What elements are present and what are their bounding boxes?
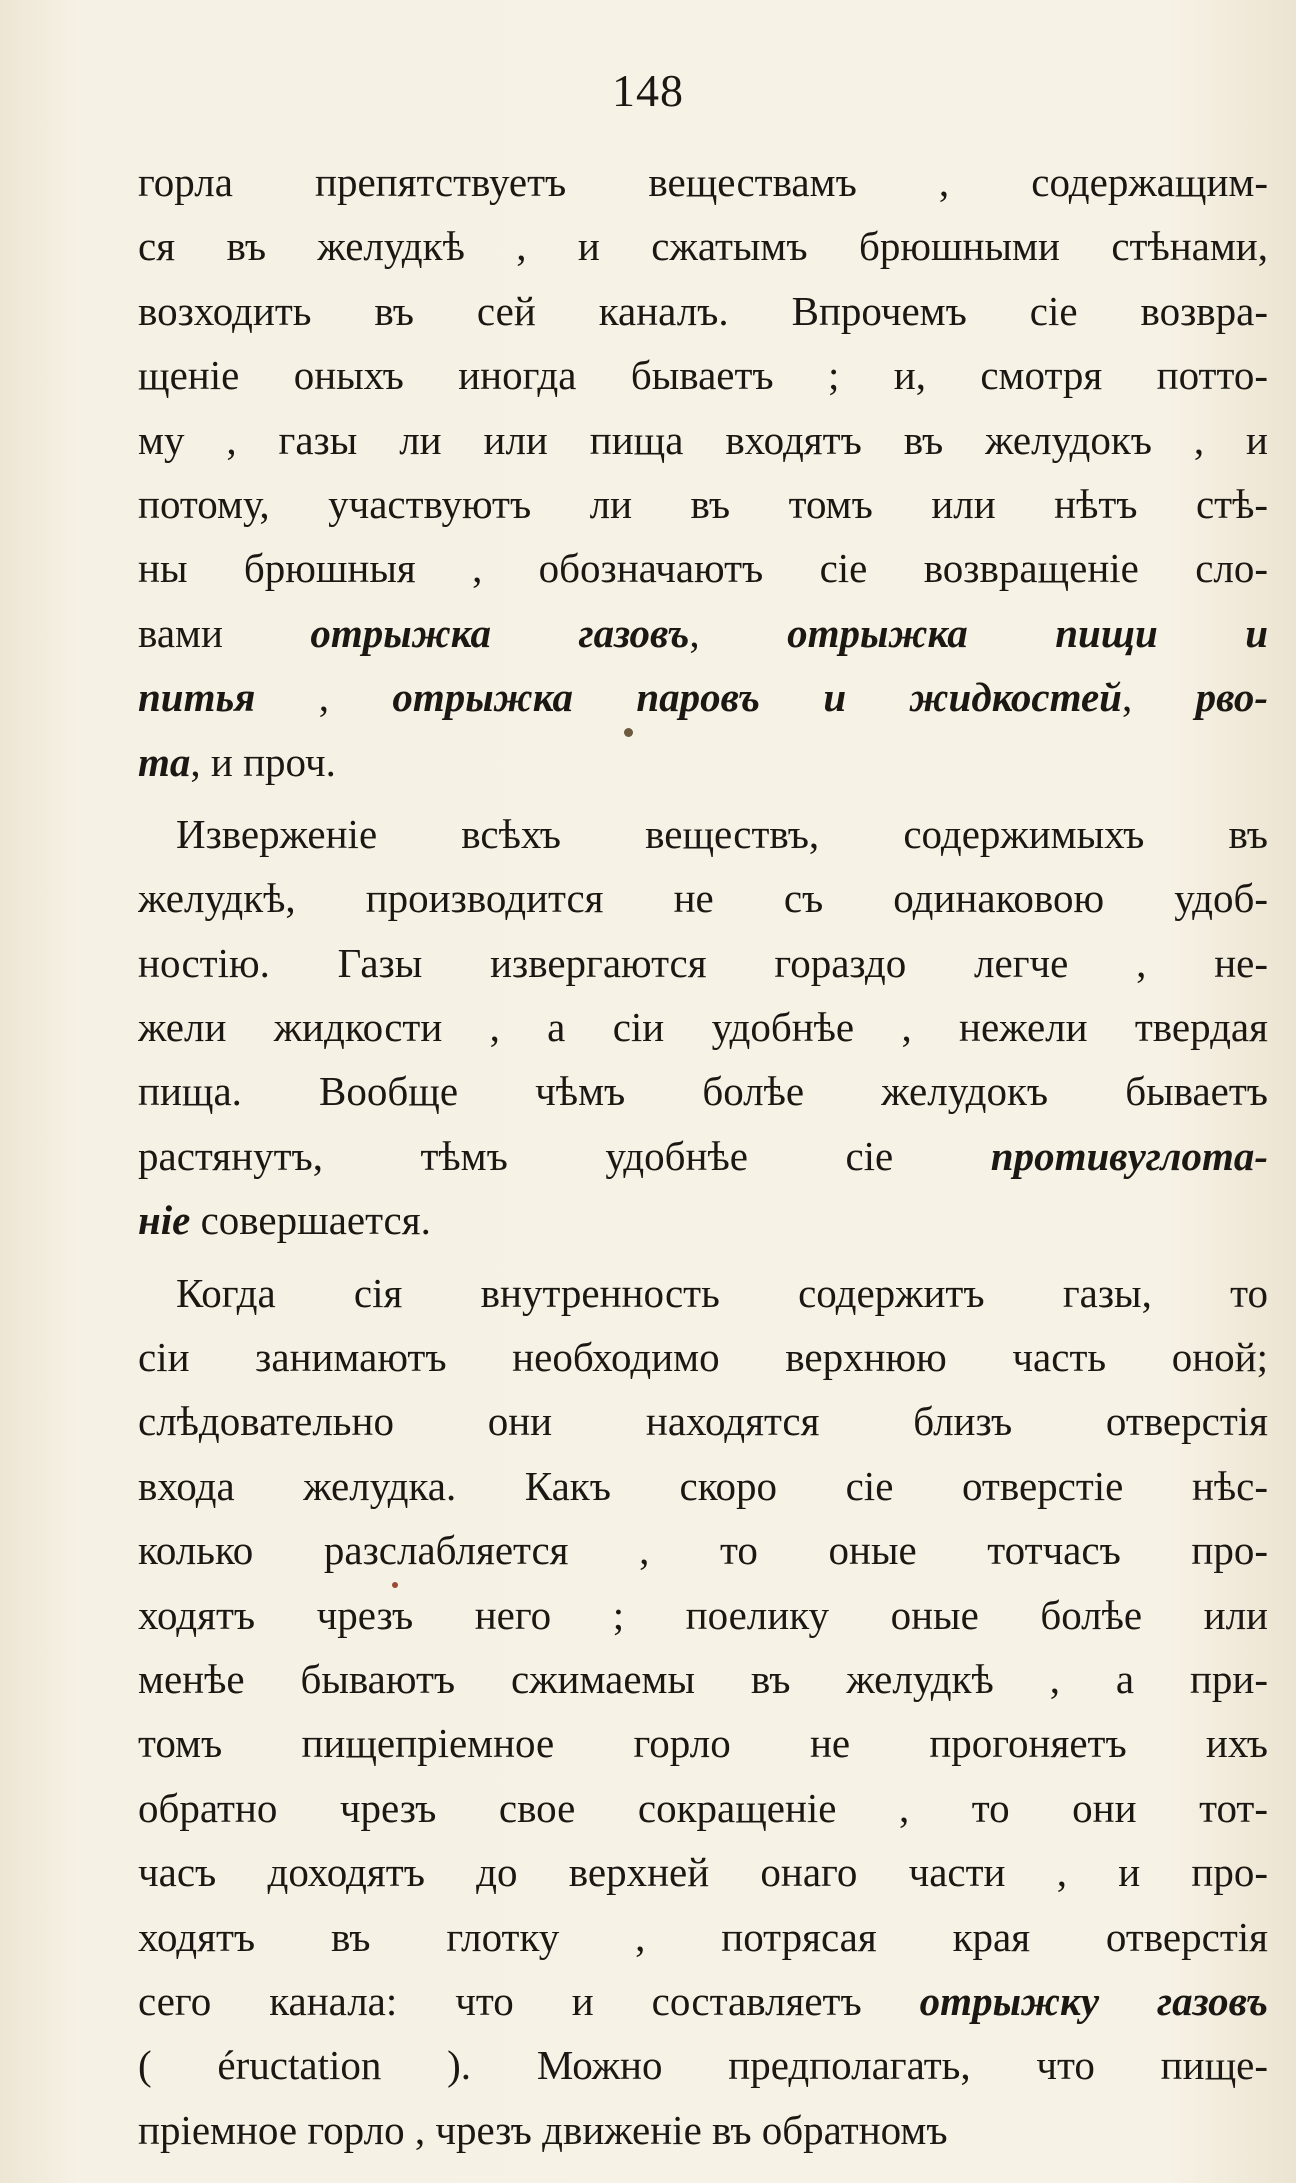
text-run: часъ доходятъ до верхней онаго части , и про- <box>138 1849 1268 1896</box>
text-line <box>138 1389 1268 1453</box>
paragraph <box>138 150 1268 794</box>
text-line <box>138 730 1268 794</box>
text-line <box>138 1188 1268 1252</box>
ink-speck <box>392 1582 398 1588</box>
italic-term: рво- <box>1195 674 1268 721</box>
italic-term: отрыжка паровъ и жидкостей <box>392 674 1122 721</box>
italic-term: отрыжка пищи и <box>787 609 1268 656</box>
text-run: ( éructation ). Можно предполагать, что пище- <box>138 2042 1268 2089</box>
text-run: ходятъ въ глотку , потрясая края отверстія <box>138 1913 1268 1960</box>
text-line <box>138 866 1268 930</box>
text-run: , <box>1121 674 1196 721</box>
text-line <box>138 931 1268 995</box>
text-run: , и проч. <box>190 738 336 785</box>
text-line <box>138 1261 1268 1325</box>
text-line <box>138 1647 1268 1711</box>
text-run: сего канала: что и составляетъ <box>138 1977 920 2024</box>
text-line <box>138 1124 1268 1188</box>
text-run: ностію. Газы извергаются гораздо легче , не- <box>138 939 1268 986</box>
text-line <box>138 995 1268 1059</box>
text-run: пища. Вообще чѣмъ болѣе желудокъ бываетъ <box>138 1068 1268 1115</box>
text-run: вами <box>138 609 311 656</box>
text-line <box>138 472 1268 536</box>
italic-term: ніе <box>138 1197 191 1244</box>
ink-speck <box>624 728 633 737</box>
text-run: желудкѣ, производится не съ одинаковою удоб- <box>138 875 1268 922</box>
text-run: менѣе бываютъ сжимаемы въ желудкѣ , а при- <box>138 1655 1268 1702</box>
text-line <box>138 802 1268 866</box>
text-run: ся въ желудкѣ , и сжатымъ брюшными стѣнами, <box>138 223 1268 270</box>
text-line <box>138 214 1268 278</box>
text-run: щеніе оныхъ иногда бываетъ ; и, смотря потто- <box>138 352 1268 399</box>
text-run: Когда сія внутренность содержитъ газы, то <box>176 1269 1268 1316</box>
text-run: , <box>255 674 393 721</box>
text-line <box>138 279 1268 343</box>
text-line <box>138 1711 1268 1775</box>
text-run: ны брюшныя , обозначаютъ сіе возвращеніе сло- <box>138 545 1268 592</box>
italic-term: питья <box>138 674 256 721</box>
text-run: слѣдовательно они находятся близъ отверстія <box>138 1398 1268 1445</box>
text-line <box>138 536 1268 600</box>
text-line <box>138 1454 1268 1518</box>
text-line <box>138 1583 1268 1647</box>
text-run: жели жидкости , а сіи удобнѣе , нежели твердая <box>138 1004 1268 1051</box>
text-line <box>138 1840 1268 1904</box>
text-run: растянутъ, тѣмъ удобнѣе сіе <box>138 1132 991 1179</box>
text-run: , <box>689 609 788 656</box>
text-line <box>138 343 1268 407</box>
text-run: Изверженіе всѣхъ веществъ, содержимыхъ въ <box>176 810 1268 857</box>
text-line <box>138 2098 1268 2162</box>
text-run: совершается. <box>190 1197 431 1244</box>
text-run: входа желудка. Какъ скоро сіе отверстіе нѣс- <box>138 1462 1268 1509</box>
italic-term: отрыжка газовъ <box>310 609 690 656</box>
paragraph-gap <box>138 1253 1268 1261</box>
text-run: пріемное горло , чрезъ движеніе въ обратномъ <box>138 2106 948 2153</box>
paragraph-gap <box>138 794 1268 802</box>
text-line <box>138 1059 1268 1123</box>
italic-term: та <box>138 738 191 785</box>
text-line <box>138 408 1268 472</box>
text-run: обратно чрезъ свое сокращеніе , то они тот- <box>138 1784 1268 1831</box>
text-line <box>138 1518 1268 1582</box>
text-line <box>138 1905 1268 1969</box>
text-run: колько разслабляется , то оные тотчасъ про- <box>138 1527 1268 1574</box>
page-number: 148 <box>612 65 684 116</box>
text-run: ходятъ чрезъ него ; поелику оные болѣе или <box>138 1591 1268 1638</box>
text-line <box>138 150 1268 214</box>
text-line <box>138 665 1268 729</box>
text-run: потому, участвуютъ ли въ томъ или нѣтъ стѣ- <box>138 480 1268 527</box>
text-run: возходить въ сей каналъ. Впрочемъ сіе возвра- <box>138 287 1268 334</box>
paragraph <box>138 1261 1268 2162</box>
text-line <box>138 2033 1268 2097</box>
paragraph <box>138 802 1268 1253</box>
text-line <box>138 1969 1268 2033</box>
text-line <box>138 1325 1268 1389</box>
text-run: горла препятствуетъ веществамъ , содержащим- <box>138 159 1268 205</box>
text-run: томъ пищепріемное горло не прогоняетъ ихъ <box>138 1720 1268 1767</box>
text-line <box>138 601 1268 665</box>
text-run: сіи занимаютъ необходимо верхнюю часть оной; <box>138 1334 1268 1381</box>
italic-term: противуглота- <box>990 1132 1268 1179</box>
italic-term: отрыжку газовъ <box>919 1977 1268 2024</box>
body-text <box>138 150 1268 2162</box>
text-run: му , газы ли или пища входятъ въ желудокъ , и <box>138 416 1268 463</box>
text-line <box>138 1776 1268 1840</box>
